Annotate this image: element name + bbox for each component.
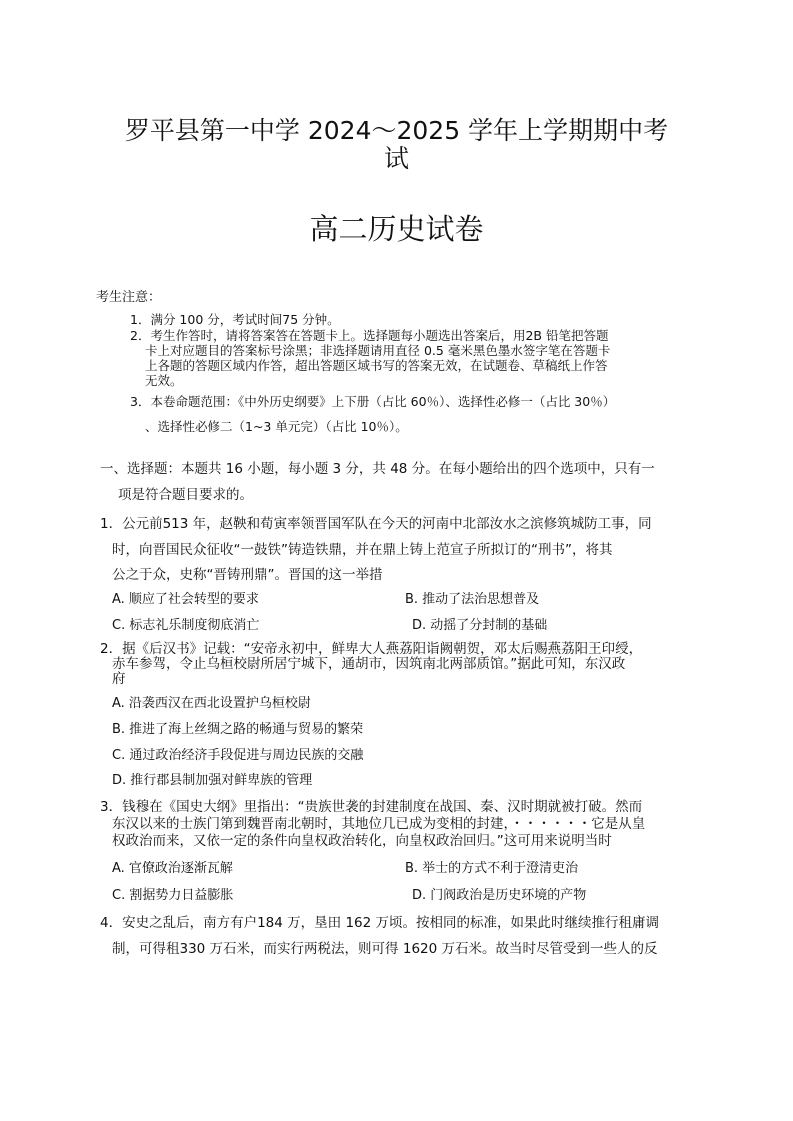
notice-heading: 考生注意：: [96, 290, 162, 305]
notice-item-2-line-1: 2．考生作答时，请将答案答在答题卡上。选择题每小题选出答案后，用2B 铅笔把答题: [130, 328, 609, 343]
notice-item-2-line-2: 卡上对应题目的答案标号涂黑；非选择题请用直径 0.5 毫米黑色墨水签字笔在答题卡: [145, 343, 611, 358]
question-2-option-b: B. 推进了海上丝绸之路的畅通与贸易的繁荣: [112, 722, 364, 737]
question-2-option-a: A. 沿袭西汉在西北设置护乌桓校尉: [112, 696, 311, 711]
question-1-option-a: A. 顺应了社会转型的要求: [112, 592, 259, 607]
question-3-option-b: B. 举士的方式不利于澄清吏治: [405, 861, 579, 876]
notice-item-3-line-1: 3．本卷命题范围：《中外历史纲要》上下册（占比 60％）、选择性必修一（占比 30％）: [130, 394, 616, 409]
question-2-line-1: 2．据《后汉书》记载：“安帝永初中，鲜卑大人燕荔阳诣阙朝贺，邓太后赐燕荔阳王印绶，: [100, 641, 643, 657]
question-2-line-2: 赤车参驾，令止乌桓校尉所居宁城下，通胡市，因筑南北两部质馆。”据此可知，东汉政: [112, 656, 626, 672]
question-2-option-d: D. 推行郡县制加强对鲜卑族的管理: [112, 773, 313, 788]
notice-item-2-line-3: 上各题的答题区域内作答，超出答题区域书写的答案无效，在试题卷、草稿纸上作答: [145, 358, 608, 373]
notice-item-3-line-2: 、选择性必修二（1~3 单元完）（占比 10％）。: [145, 419, 408, 434]
question-1-option-c: C. 标志礼乐制度彻底消亡: [112, 618, 260, 633]
question-1-option-b: B. 推动了法治思想普及: [405, 592, 540, 607]
exam-subtitle: 高二历史试卷: [309, 212, 484, 246]
section-1-heading-line-1: 一、选择题：本题共 16 小题，每小题 3 分，共 48 分。在每小题给出的四个选项中，只有一: [100, 461, 655, 477]
question-1-line-1: 1．公元前513 年，赵鞅和荀寅率领晋国军队在今天的河南中北部汝水之滨修筑城防工事，同: [100, 516, 652, 532]
question-3-line-3: 权政治而来，又依一定的条件向皇权政治转化，向皇权政治回归。”这可用来说明当时: [112, 833, 612, 849]
question-1-line-2: 时，向晋国民众征收“一鼓铁”铸造铁鼎，并在鼎上铸上范宣子所拟订的“刑书”，将其: [112, 542, 613, 558]
question-1-option-d: D. 动摇了分封制的基础: [412, 618, 548, 633]
question-3-line-2: 东汉以来的士族门第到魏晋南北朝时，其地位几已成为变相的封建，・・・・・・它是从皇: [112, 816, 646, 832]
exam-title-line-2: 试: [383, 144, 409, 173]
question-2-option-c: C. 通过政治经济手段促进与周边民族的交融: [112, 748, 364, 763]
notice-item-1: 1．满分 100 分，考试时间75 分钟。: [130, 312, 340, 327]
question-3-option-a: A. 官僚政治逐渐瓦解: [112, 861, 233, 876]
question-4-line-1: 4．安史之乱后，南方有户184 万，垦田 162 万顷。按相同的标准，如果此时继续推行租庸调: [100, 915, 659, 931]
question-3-option-d: D. 门阀政治是历史环境的产物: [412, 888, 587, 903]
exam-title-line-1: 罗平县第一中学 2024～2025 学年上学期期中考: [124, 116, 669, 145]
question-3-line-1: 3．钱穆在《国史大纲》里指出：“贵族世袭的封建制度在战国、秦、汉时期就被打破。然而: [100, 799, 643, 815]
question-3-option-c: C. 割据势力日益膨胀: [112, 888, 234, 903]
question-2-line-3: 府: [112, 671, 126, 687]
notice-item-2-line-4: 无效。: [145, 373, 183, 388]
question-4-line-2: 制，可得租330 万石米，而实行两税法，则可得 1620 万石米。故当时尽管受到一些人的反: [112, 941, 658, 957]
question-1-line-3: 公之于众，史称“晋铸刑鼎”。晋国的这一举措: [112, 567, 383, 583]
section-1-heading-line-2: 项是符合题目要求的。: [118, 487, 253, 503]
